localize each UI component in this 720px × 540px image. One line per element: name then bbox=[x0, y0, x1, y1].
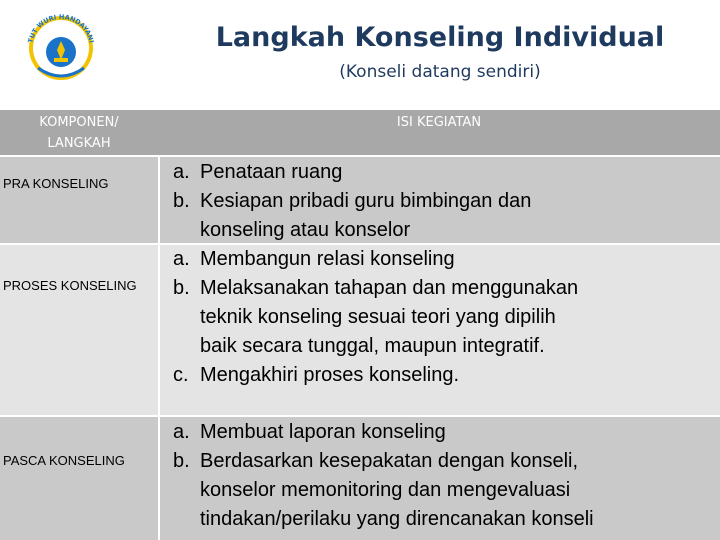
list-item-continuation: tindakan/perilaku yang direncanakan konseli bbox=[200, 508, 594, 530]
list-item: c. Mengakhiri proses konseling. bbox=[173, 364, 460, 386]
list-item: b. Kesiapan pribadi guru bimbingan dan bbox=[173, 190, 532, 212]
list-item: a. Membangun relasi konseling bbox=[173, 248, 455, 270]
page-title: Langkah Konseling Individual bbox=[215, 22, 665, 53]
col-header-isi-kegiatan: ISI KEGIATAN bbox=[158, 110, 720, 155]
list-pra-konseling bbox=[160, 158, 531, 245]
logo-text: TUT WURI HANDAYANI bbox=[26, 12, 96, 44]
list-item-continuation: konseling atau konselor bbox=[200, 219, 411, 241]
row-label-pra-konseling: PRA KONSELING bbox=[0, 157, 158, 243]
list-item: a. Penataan ruang bbox=[173, 161, 343, 183]
list-item-continuation: teknik konseling sesuai teori yang dipilih bbox=[200, 306, 556, 328]
row-label-pasca-konseling: PASCA KONSELING bbox=[0, 417, 158, 540]
list-item: b. Melaksanakan tahapan dan menggunakan bbox=[173, 277, 579, 299]
list-item-continuation: baik secara tunggal, maupun integratif. bbox=[200, 335, 545, 357]
list-item: a. Membuat laporan konseling bbox=[173, 421, 446, 443]
tut-wuri-handayani-logo bbox=[18, 8, 104, 86]
list-item-continuation: konselor memonitoring dan mengevaluasi bbox=[200, 479, 571, 501]
page-subtitle: (Konseli datang sendiri) bbox=[339, 62, 541, 82]
col-header-komponen: KOMPONEN/ LANGKAH bbox=[0, 110, 158, 155]
row-label-proses-konseling: PROSES KONSELING bbox=[0, 245, 158, 415]
list-proses-konseling bbox=[160, 245, 578, 390]
list-pasca-konseling bbox=[160, 418, 594, 534]
list-item: b. Berdasarkan kesepakatan dengan konseli, bbox=[173, 450, 579, 472]
